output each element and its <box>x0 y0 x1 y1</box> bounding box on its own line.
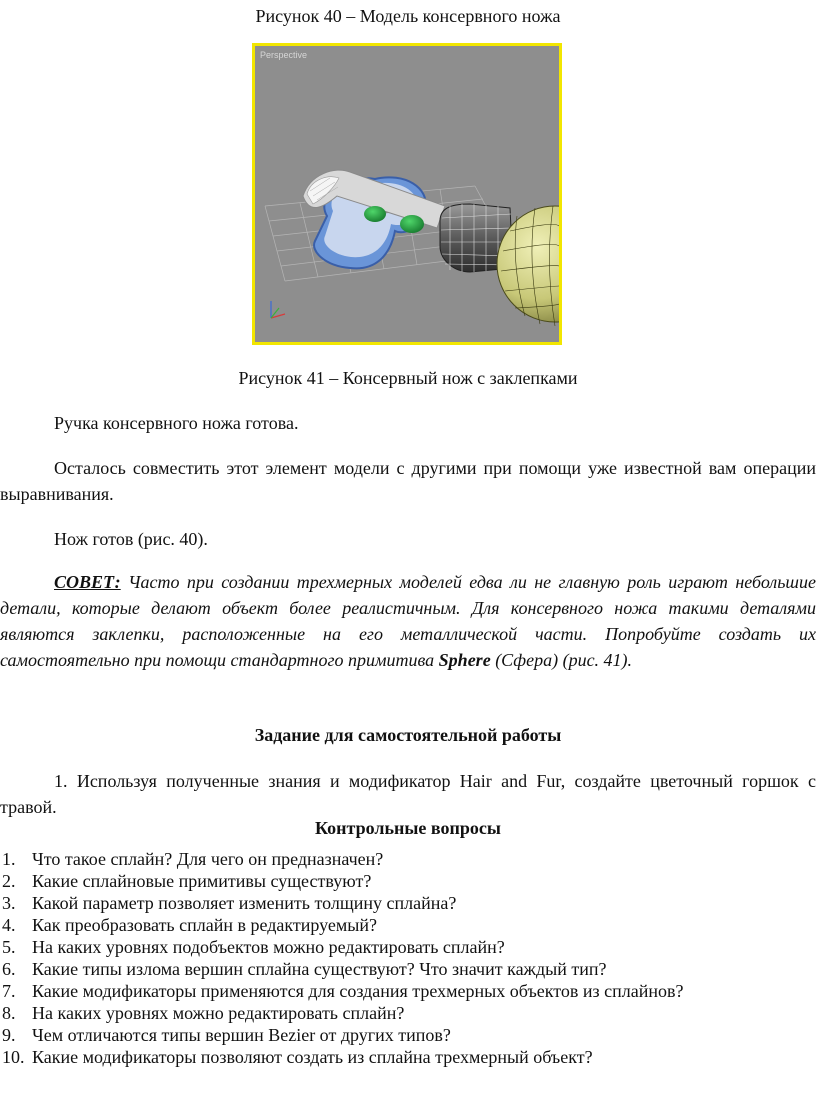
rivel-left <box>364 206 386 222</box>
question-item: 8. На каких уровнях можно редактировать сплайн? <box>2 1003 405 1023</box>
task-heading: Задание для самостоятельной работы <box>254 725 562 745</box>
can-opener-body <box>303 170 445 268</box>
question-item: 6. Какие типы излома вершин сплайна существуют? Что значит каждый тип? <box>2 959 607 979</box>
question-item: 9. Чем отличаются типы вершин Bezier от других типов? <box>2 1025 451 1045</box>
perspective-viewport <box>252 43 562 345</box>
paragraph-handle-ready: Ручка консервного ножа готова. <box>54 413 299 433</box>
figure-40-caption: Рисунок 40 – Модель консервного ножа <box>255 6 561 26</box>
rivet-right <box>400 215 424 233</box>
tip-sphere-word: Sphere <box>438 650 491 670</box>
paragraph-knife-ready: Нож готов (рис. 40). <box>54 529 208 549</box>
question-item: 10. Какие модификаторы позволяют создать из сплайна трехмерный объект? <box>2 1047 593 1067</box>
tip-label: СОВЕТ: <box>54 572 121 592</box>
paragraph-align: Осталось совместить этот элемент модели с другими при помощи уже известной вам операции выравнивания. <box>0 458 816 504</box>
question-item: 7. Какие модификаторы применяются для создания трехмерных объектов из сплайнов? <box>2 981 684 1001</box>
task-item: 1. Используя полученные знания и модификатор Hair and Fur, создайте цветочный горшок с травой. <box>0 771 816 817</box>
viewport-label: Perspective <box>260 50 308 60</box>
figure-41-caption: Рисунок 41 – Консервный нож с заклепками <box>238 368 578 388</box>
questions-heading: Контрольные вопросы <box>315 818 501 838</box>
question-item: 4. Как преобразовать сплайн в редактируемый? <box>2 915 378 935</box>
tip-text-start: Часто при создании трехмерных моделей едва ли не главную роль играют небольшие детали, которые делают объект более реалистичным. Для консервного ножа такими деталями являются заклепки, расположенные на его металлической части. Попробуйте создать их самостоятельно при помощи стандартного примитива <box>0 572 816 670</box>
questions-list <box>0 848 816 1068</box>
question-item: 5. На каких уровнях подобъектов можно редактировать сплайн? <box>2 937 505 957</box>
question-item: 2. Какие сплайновые примитивы существуют? <box>2 871 372 891</box>
can-opener-render <box>255 46 559 342</box>
question-item: 3. Какой параметр позволяет изменить толщину сплайна? <box>2 893 457 913</box>
tip-text-end: (Сфера) (рис. 41). <box>490 650 633 670</box>
axis-gizmo <box>271 301 285 318</box>
question-item: 1. Что такое сплайн? Для чего он предназначен? <box>2 849 384 869</box>
tip-paragraph <box>0 569 816 673</box>
